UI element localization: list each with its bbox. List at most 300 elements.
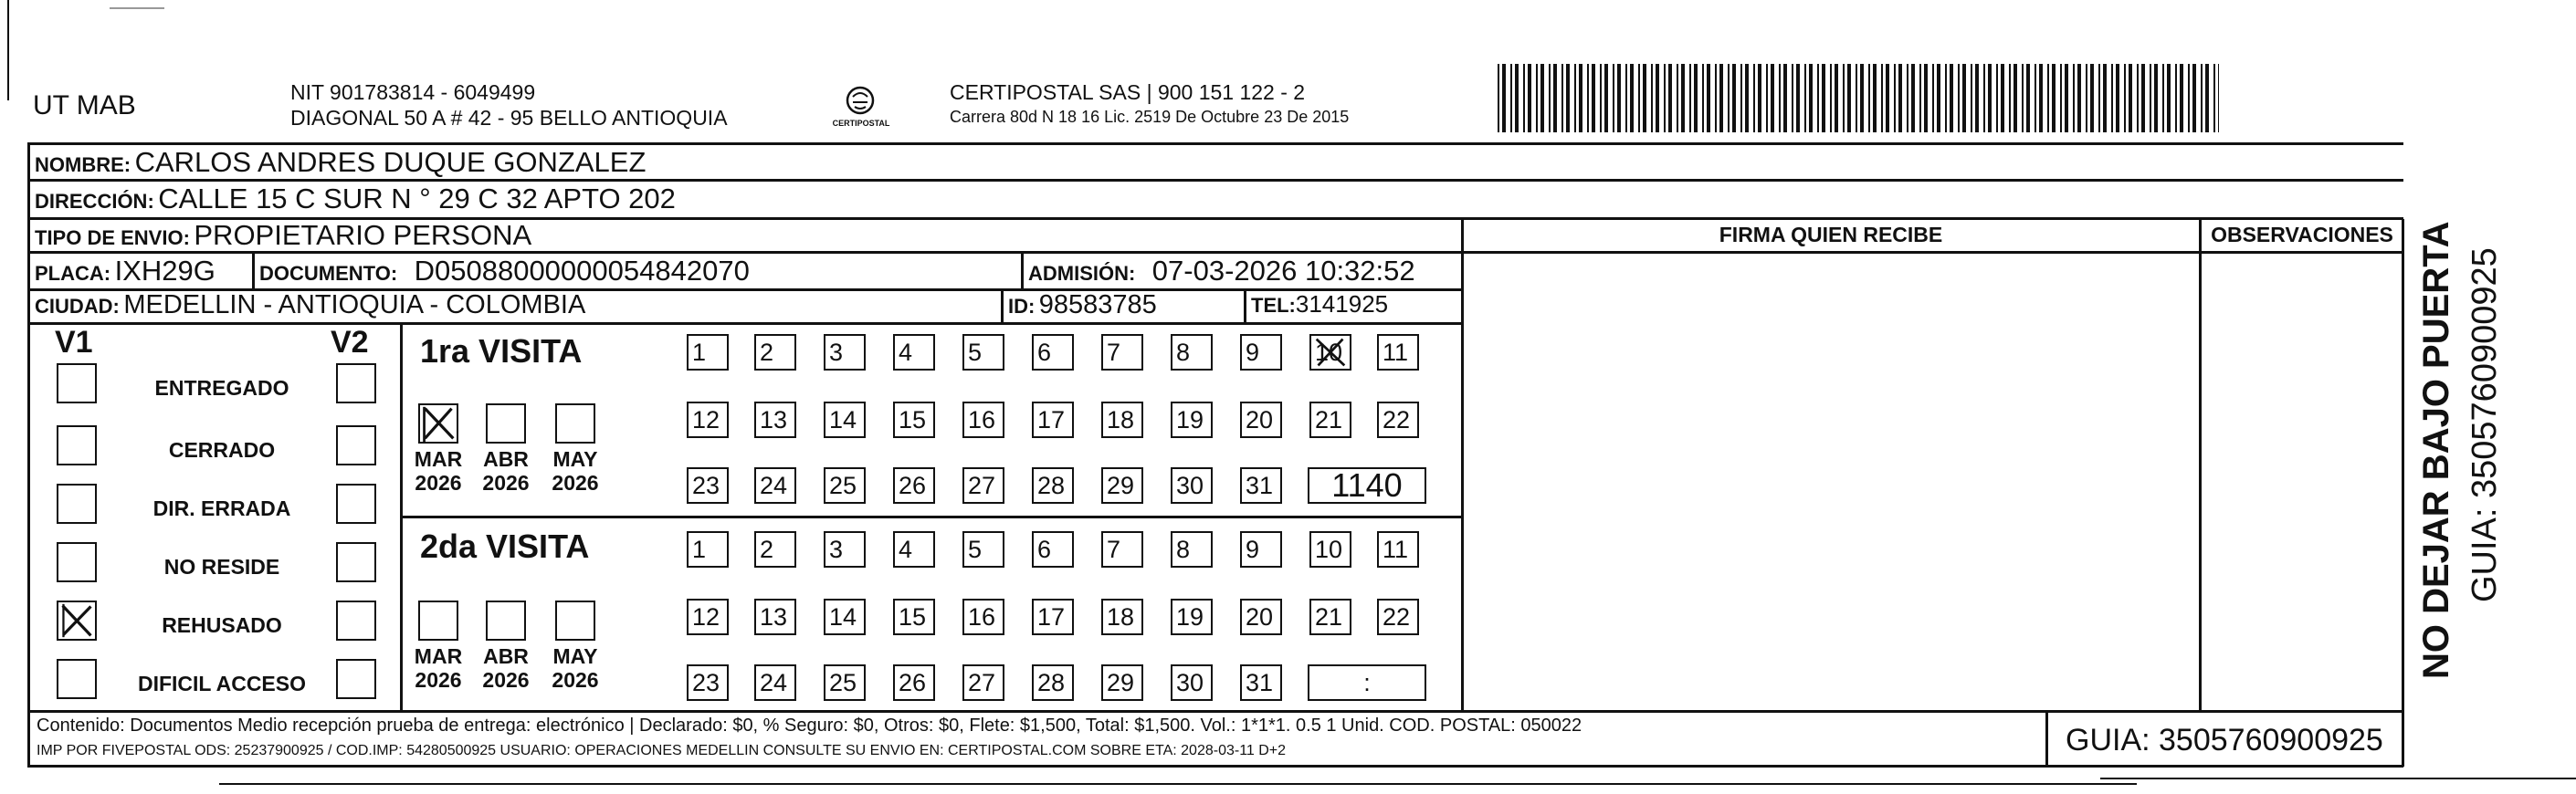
barcode-bar	[1566, 64, 1570, 132]
day-cell[interactable]	[1101, 664, 1143, 701]
barcode-bar	[1804, 64, 1806, 132]
barcode-bar	[1664, 64, 1666, 132]
day-cell[interactable]	[1171, 402, 1213, 438]
barcode-bar	[1873, 64, 1877, 132]
rule-right	[2402, 219, 2404, 767]
barcode-bar	[2218, 64, 2219, 132]
sender-address: DIAGONAL 50 A # 42 - 95 BELLO ANTIOQUIA	[290, 106, 728, 130]
barcode-bar	[1937, 64, 1940, 132]
day-number: 13	[760, 603, 788, 631]
day-cell[interactable]	[1101, 467, 1143, 504]
day-cell[interactable]	[1309, 599, 1351, 635]
day-cell[interactable]	[1171, 334, 1213, 371]
v2-checkbox[interactable]	[336, 363, 376, 403]
day-cell[interactable]	[1032, 599, 1074, 635]
x-mark-icon	[420, 405, 457, 442]
barcode-bar	[2201, 64, 2203, 132]
certipostal-logo	[833, 80, 888, 135]
day-cell[interactable]	[754, 664, 796, 701]
day-cell[interactable]	[824, 599, 866, 635]
signature-header: FIRMA QUIEN RECIBE	[1719, 223, 1943, 246]
day-number: 12	[692, 406, 720, 434]
day-number: 24	[760, 669, 788, 696]
day-number: 7	[1107, 536, 1121, 563]
day-cell[interactable]	[1240, 664, 1282, 701]
barcode-bar	[2111, 64, 2113, 132]
day-cell[interactable]	[962, 402, 1004, 438]
day-cell[interactable]	[1240, 467, 1282, 504]
first-visit-label: 1ra VISITA	[420, 332, 583, 370]
barcode-bar	[1528, 64, 1531, 132]
barcode-bar	[1758, 64, 1761, 132]
day-cell[interactable]	[1032, 402, 1074, 438]
barcode-bar	[1707, 64, 1710, 132]
day-cell[interactable]	[1032, 664, 1074, 701]
day-cell[interactable]	[893, 467, 935, 504]
day-number: 23	[692, 472, 720, 499]
day-cell[interactable]	[1171, 664, 1213, 701]
day-x-mark-icon	[1311, 336, 1350, 369]
day-cell[interactable]	[893, 664, 935, 701]
type-row	[35, 219, 531, 252]
day-cell[interactable]	[1240, 402, 1282, 438]
v1-checkbox[interactable]	[57, 363, 97, 403]
v1-checkbox[interactable]	[57, 484, 97, 524]
barcode-bar	[1617, 64, 1621, 132]
rule-row1	[27, 179, 2403, 182]
day-number: 24	[760, 472, 788, 499]
day-number: 25	[829, 472, 857, 499]
month-label	[411, 447, 466, 495]
day-cell[interactable]	[1309, 334, 1351, 371]
day-number: 7	[1107, 339, 1121, 366]
day-number: 3	[829, 339, 844, 366]
day-cell[interactable]	[687, 599, 729, 635]
document-field	[259, 255, 750, 287]
v2-checkbox[interactable]	[336, 542, 376, 582]
barcode-bar	[2009, 64, 2011, 132]
day-number: 27	[968, 472, 996, 499]
barcode-bar	[1689, 64, 1691, 132]
time-field[interactable]	[1308, 467, 1426, 504]
day-number: 11	[1383, 536, 1409, 563]
rule-obs-left	[2199, 217, 2202, 710]
barcode-bar	[1894, 64, 1896, 132]
barcode-bar	[1553, 64, 1557, 132]
day-cell[interactable]	[1240, 531, 1282, 568]
barcode-bar	[1613, 64, 1614, 132]
barcode-bar	[2150, 64, 2151, 132]
v2-checkbox[interactable]	[336, 601, 376, 641]
scan-line-bottom	[219, 783, 2137, 785]
barcode-bar	[1932, 64, 1934, 132]
barcode-bar	[1988, 64, 1992, 132]
v1-label: V1	[55, 325, 93, 360]
barcode-bar	[1540, 64, 1544, 132]
day-cell[interactable]	[754, 334, 796, 371]
day-cell[interactable]	[687, 402, 729, 438]
month-checkbox[interactable]	[555, 403, 595, 444]
barcode-bar	[2047, 64, 2049, 132]
day-cell[interactable]	[824, 467, 866, 504]
edge-line-top	[110, 7, 164, 9]
month-year: 2026	[482, 668, 530, 692]
day-number: 29	[1107, 472, 1135, 499]
barcode-bar	[2205, 64, 2209, 132]
recipient-name: CARLOS ANDRES DUQUE GONZALEZ	[134, 146, 647, 178]
day-number: 25	[829, 669, 857, 696]
carrier-address: Carrera 80d N 18 16 Lic. 2519 De Octubre 23 De 2015	[950, 108, 1350, 126]
admission-field	[1028, 255, 1415, 287]
month-checkbox[interactable]	[555, 601, 595, 641]
month-year: 2026	[552, 471, 599, 495]
day-number: 17	[1037, 603, 1066, 631]
time-field[interactable]	[1308, 664, 1426, 701]
scan-line-bottom-right	[2100, 778, 2576, 779]
day-number: 17	[1037, 406, 1066, 434]
day-number: 31	[1246, 669, 1274, 696]
barcode-bar	[1907, 64, 1908, 132]
day-number: 18	[1107, 603, 1135, 631]
barcode-bar	[2060, 64, 2062, 132]
barcode-bar	[1796, 64, 1800, 132]
barcode-bar	[2124, 64, 2126, 132]
observations-header: OBSERVACIONES	[2211, 223, 2393, 246]
day-cell[interactable]	[1377, 402, 1419, 438]
barcode-bar	[1549, 64, 1551, 132]
day-cell[interactable]	[754, 531, 796, 568]
shipment-type: PROPIETARIO PERSONA	[194, 219, 532, 251]
status-label: DIFICIL ACCESO	[137, 672, 306, 695]
barcode-bar	[1515, 64, 1519, 132]
v2-checkbox[interactable]	[336, 425, 376, 465]
barcode-bar	[2013, 64, 2017, 132]
v2-checkbox[interactable]	[336, 484, 376, 524]
time-value: :	[1363, 669, 1371, 696]
month-label	[478, 644, 533, 692]
day-number: 30	[1176, 669, 1204, 696]
barcode-bar	[2035, 64, 2036, 132]
barcode-bar	[2077, 64, 2081, 132]
second-visit-label: 2da VISITA	[420, 528, 590, 565]
day-number: 1	[692, 536, 707, 563]
day-cell[interactable]	[893, 599, 935, 635]
day-cell[interactable]	[1101, 531, 1143, 568]
day-number: 4	[899, 339, 913, 366]
barcode-bar	[1835, 64, 1838, 132]
document-value: D05088000000054842070	[414, 255, 750, 287]
barcode-bar	[1536, 64, 1538, 132]
barcode-bar	[1502, 64, 1506, 132]
month-year: 2026	[415, 668, 462, 692]
day-cell[interactable]	[962, 599, 1004, 635]
day-number: 22	[1383, 406, 1411, 434]
day-number: 22	[1383, 603, 1411, 631]
month-checkbox[interactable]	[418, 601, 458, 641]
barcode-bar	[1779, 64, 1781, 132]
day-cell[interactable]	[1309, 402, 1351, 438]
day-cell[interactable]	[962, 531, 1004, 568]
day-number: 20	[1246, 406, 1274, 434]
month-year: 2026	[415, 471, 462, 495]
rule-top	[27, 142, 2403, 145]
day-number: 5	[968, 339, 983, 366]
barcode-bar	[1561, 64, 1563, 132]
barcode-bar	[1830, 64, 1832, 132]
day-cell[interactable]	[1032, 334, 1074, 371]
day-cell[interactable]	[1377, 334, 1419, 371]
logo-text: CERTIPOSTAL	[832, 119, 890, 128]
barcode-bar	[2073, 64, 2075, 132]
day-cell[interactable]	[1377, 599, 1419, 635]
footer-print-info: IMP POR FIVEPOSTAL ODS: 25237900925 / COD.IMP: 54280500925 USUARIO: OPERACIONES MEDELLIN CONSULTE SU ENVIO EN: CERTIPOSTAL.COM SOBRE ETA: 2028-03-11 D+2	[37, 743, 1287, 758]
day-cell[interactable]	[1240, 599, 1282, 635]
rule-visits	[400, 516, 1461, 518]
day-cell[interactable]	[962, 334, 1004, 371]
barcode-bar	[1587, 64, 1589, 132]
tel-field	[1251, 290, 1388, 319]
day-cell[interactable]	[1032, 467, 1074, 504]
day-number: 8	[1176, 536, 1191, 563]
barcode-bar	[1962, 64, 1966, 132]
barcode-bar	[1523, 64, 1525, 132]
barcode-bar	[2167, 64, 2171, 132]
barcode-bar	[1783, 64, 1787, 132]
barcode-bar	[1753, 64, 1755, 132]
sender-nit: NIT 901783814 - 6049499	[290, 80, 536, 104]
side-warning: NO DEJAR BAJO PUERTA	[2416, 221, 2456, 679]
day-number: 20	[1246, 603, 1274, 631]
barcode-bar	[1868, 64, 1870, 132]
month-name: MAR	[414, 447, 463, 471]
plate-value: IXH29G	[114, 255, 216, 287]
barcode-bar	[1766, 64, 1768, 132]
tel-value: 3141925	[1295, 290, 1389, 318]
day-cell[interactable]	[824, 334, 866, 371]
day-cell[interactable]	[1171, 531, 1213, 568]
month-name: ABR	[483, 644, 529, 668]
month-checkbox[interactable]	[486, 601, 526, 641]
status-label: DIR. ERRADA	[152, 496, 291, 520]
day-number: 2	[760, 536, 774, 563]
month-checkbox[interactable]	[486, 403, 526, 444]
barcode-bar	[2103, 64, 2107, 132]
barcode-bar	[2022, 64, 2024, 132]
id-value: 98583785	[1038, 290, 1157, 319]
edge-line-left	[7, 0, 9, 100]
barcode-bar	[1574, 64, 1576, 132]
rule-left	[27, 142, 30, 767]
barcode-bar	[1886, 64, 1889, 132]
type-label: TIPO DE ENVIO:	[35, 226, 190, 249]
v1-checkbox[interactable]	[57, 542, 97, 582]
barcode-bar	[2039, 64, 2043, 132]
barcode-bar	[1924, 64, 1928, 132]
barcode-bar	[2141, 64, 2145, 132]
day-number: 21	[1315, 603, 1343, 631]
barcode-bar	[1600, 64, 1602, 132]
day-number: 19	[1176, 406, 1204, 434]
day-number: 15	[899, 406, 927, 434]
barcode-bar	[2175, 64, 2177, 132]
barcode-bar	[2162, 64, 2164, 132]
day-cell[interactable]	[754, 599, 796, 635]
status-label: CERRADO	[168, 438, 276, 462]
day-number: 28	[1037, 472, 1066, 499]
barcode-bar	[1728, 64, 1730, 132]
day-cell[interactable]	[1032, 531, 1074, 568]
barcode-bar	[2116, 64, 2119, 132]
barcode-bar	[1856, 64, 1857, 132]
day-cell[interactable]	[1101, 334, 1143, 371]
day-number: 14	[829, 603, 857, 631]
day-cell[interactable]	[824, 402, 866, 438]
rule-row5	[27, 322, 1463, 325]
barcode-bar	[1843, 64, 1845, 132]
day-cell[interactable]	[824, 664, 866, 701]
barcode-bar	[1817, 64, 1819, 132]
day-cell[interactable]	[687, 664, 729, 701]
rule-sig-left	[1461, 217, 1464, 710]
rule-guide-left	[2045, 710, 2048, 765]
barcode-bar	[1677, 64, 1678, 132]
tel-label: TEL:	[1251, 294, 1296, 317]
day-number: 9	[1246, 339, 1260, 366]
v1-checkbox[interactable]	[57, 425, 97, 465]
address-row	[35, 183, 676, 215]
day-cell[interactable]	[1309, 531, 1351, 568]
month-label	[411, 644, 466, 692]
day-number: 8	[1176, 339, 1191, 366]
barcode-bar	[2001, 64, 2004, 132]
day-number: 28	[1037, 669, 1066, 696]
day-number: 1	[692, 339, 707, 366]
v2-checkbox[interactable]	[336, 659, 376, 699]
x-mark-icon	[58, 602, 95, 639]
barcode-bar	[1881, 64, 1883, 132]
barcode-bar	[1911, 64, 1915, 132]
plate-field	[35, 255, 216, 287]
v1-checkbox[interactable]	[57, 601, 97, 641]
barcode-bar	[1983, 64, 1985, 132]
day-cell[interactable]	[1171, 467, 1213, 504]
rule-id	[1001, 288, 1004, 322]
month-checkbox[interactable]	[418, 403, 458, 444]
day-cell[interactable]	[687, 531, 729, 568]
day-cell[interactable]	[1101, 599, 1143, 635]
city-value: MEDELLIN - ANTIOQUIA - COLOMBIA	[123, 290, 586, 319]
barcode-bar	[1771, 64, 1774, 132]
day-cell[interactable]	[824, 531, 866, 568]
day-number: 2	[760, 339, 774, 366]
barcode-bar	[1510, 64, 1512, 132]
time-value: 1140	[1331, 466, 1403, 504]
month-name: MAY	[552, 447, 598, 471]
barcode-bar	[2188, 64, 2190, 132]
day-number: 29	[1107, 669, 1135, 696]
day-number: 10	[1315, 339, 1343, 366]
day-number: 10	[1315, 536, 1343, 563]
day-cell[interactable]	[754, 467, 796, 504]
day-cell[interactable]	[962, 467, 1004, 504]
day-cell[interactable]	[893, 402, 935, 438]
rule-tel	[1244, 288, 1246, 322]
barcode-bar	[1702, 64, 1704, 132]
v1-checkbox[interactable]	[57, 659, 97, 699]
day-number: 16	[968, 603, 996, 631]
day-number: 21	[1315, 406, 1343, 434]
v2-label: V2	[331, 325, 369, 360]
day-number: 6	[1037, 536, 1052, 563]
plate-label: PLACA:	[35, 262, 111, 285]
barcode-bar	[1745, 64, 1749, 132]
day-cell[interactable]	[1377, 531, 1419, 568]
barcode-bar	[1498, 64, 1499, 132]
barcode-bar	[2086, 64, 2087, 132]
barcode-bar	[2154, 64, 2158, 132]
day-number: 16	[968, 406, 996, 434]
barcode-bar	[1847, 64, 1851, 132]
barcode-bar	[1740, 64, 1742, 132]
status-label: NO RESIDE	[163, 555, 280, 579]
barcode-bar	[1809, 64, 1813, 132]
month-label	[478, 447, 533, 495]
day-cell[interactable]	[962, 664, 1004, 701]
day-cell[interactable]	[1101, 402, 1143, 438]
barcode-bar	[1604, 64, 1608, 132]
id-field	[1008, 290, 1157, 320]
day-cell[interactable]	[1240, 334, 1282, 371]
recipient-address: CALLE 15 C SUR N ° 29 C 32 APTO 202	[158, 183, 676, 214]
barcode-bar	[1694, 64, 1698, 132]
day-number: 23	[692, 669, 720, 696]
carrier-name: CERTIPOSTAL SAS | 900 151 122 - 2	[950, 80, 1306, 104]
rule-bottom	[27, 765, 2403, 768]
barcode-bar	[1898, 64, 1902, 132]
barcode-bar	[1715, 64, 1717, 132]
day-number: 14	[829, 406, 857, 434]
name-row	[35, 146, 646, 179]
barcode-bar	[1592, 64, 1595, 132]
day-cell[interactable]	[893, 334, 935, 371]
day-number: 27	[968, 669, 996, 696]
month-label	[548, 447, 603, 495]
barcode-bar	[1625, 64, 1627, 132]
day-number: 18	[1107, 406, 1135, 434]
day-cell[interactable]	[687, 467, 729, 504]
day-number: 4	[899, 536, 913, 563]
status-label: ENTREGADO	[154, 376, 289, 400]
barcode-bar	[1971, 64, 1972, 132]
month-name: ABR	[483, 447, 529, 471]
barcode-bar	[1651, 64, 1653, 132]
rule-plate	[252, 251, 255, 288]
barcode-bar	[2137, 64, 2139, 132]
day-cell[interactable]	[1171, 599, 1213, 635]
day-cell[interactable]	[893, 531, 935, 568]
day-cell[interactable]	[754, 402, 796, 438]
sender-company: UT MAB	[33, 90, 136, 120]
barcode-bar	[1681, 64, 1685, 132]
side-guide: GUIA: 3505760900925	[2466, 247, 2504, 602]
barcode-bar	[1975, 64, 1979, 132]
barcode-bar	[2065, 64, 2068, 132]
day-cell[interactable]	[687, 334, 729, 371]
barcode-bar	[2026, 64, 2030, 132]
admission-label: ADMISIÓN:	[1028, 262, 1136, 285]
month-label	[548, 644, 603, 692]
day-number: 26	[899, 472, 927, 499]
